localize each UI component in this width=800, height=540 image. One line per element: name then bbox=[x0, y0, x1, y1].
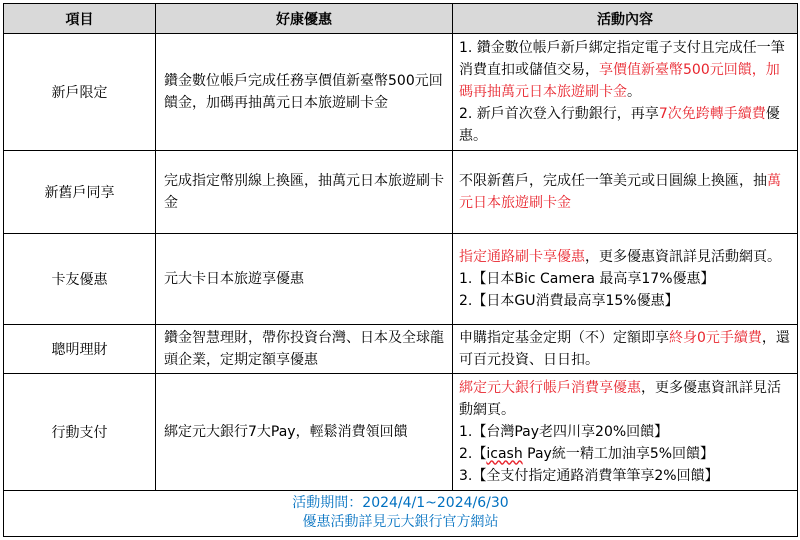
detail-text: 2.【 bbox=[459, 445, 487, 462]
row-offer: 元大卡日本旅遊享優惠 bbox=[156, 234, 453, 324]
detail-highlight: 享價值新臺幣500元回饋，加碼再抽萬元日本旅遊刷卡金 bbox=[459, 62, 780, 101]
detail-text: 2. 新戶首次登入行動銀行，再享 bbox=[459, 106, 659, 123]
detail-list-item: 1.【台灣Pay老四川享20%回饋】 bbox=[459, 423, 669, 440]
row-item: 新舊戶同享 bbox=[4, 151, 156, 234]
row-offer: 完成指定幣別線上換匯，抽萬元日本旅遊刷卡金 bbox=[156, 151, 453, 234]
row-item: 新戶限定 bbox=[4, 34, 156, 151]
footer-cell bbox=[4, 490, 798, 536]
footer-row bbox=[4, 490, 798, 536]
campaign-note: 優惠活動詳見元大銀行官方網站 bbox=[302, 514, 499, 531]
detail-highlight: 綁定元大銀行帳戶消費享優惠 bbox=[459, 379, 641, 396]
detail-highlight: 指定通路刷卡享優惠 bbox=[459, 248, 585, 265]
row-offer: 綁定元大銀行7大Pay，輕鬆消費領回饋 bbox=[156, 373, 453, 490]
row-detail bbox=[453, 324, 798, 373]
row-detail bbox=[453, 34, 798, 151]
row-detail bbox=[453, 373, 798, 490]
promotion-table bbox=[3, 3, 798, 537]
detail-text: 。 bbox=[627, 84, 641, 101]
row-detail bbox=[453, 234, 798, 324]
detail-list-item bbox=[459, 443, 791, 465]
campaign-period: 活動期間：2024/4/1~2024/6/30 bbox=[292, 495, 509, 512]
detail-text: 優惠。 bbox=[459, 106, 780, 145]
header-detail: 活動內容 bbox=[453, 4, 798, 34]
table-row bbox=[4, 151, 798, 234]
detail-text: Pay統一精工加油享5%回饋】 bbox=[522, 445, 715, 462]
row-offer: 鑽金智慧理財，帶你投資台灣、日本及全球龍頭企業，定期定額享優惠 bbox=[156, 324, 453, 373]
detail-text: 申購指定基金定期（不）定額即享 bbox=[459, 329, 669, 346]
table-row bbox=[4, 234, 798, 324]
header-row bbox=[4, 4, 798, 34]
detail-list-item: 1.【日本Bic Camera 最高享17%優惠】 bbox=[459, 270, 715, 287]
row-item: 聰明理財 bbox=[4, 324, 156, 373]
detail-text: ，更多優惠資訊詳見活動網頁。 bbox=[585, 248, 781, 265]
table-row bbox=[4, 324, 798, 373]
detail-list-item: 3.【全支付指定通路消費筆筆享2%回饋】 bbox=[459, 467, 719, 484]
detail-highlight: 終身0元手續費 bbox=[669, 329, 762, 346]
row-detail bbox=[453, 151, 798, 234]
detail-text: ，更多優惠資訊詳見活動網頁。 bbox=[459, 379, 781, 418]
table-row bbox=[4, 373, 798, 490]
detail-text: ，還可百元投資、日日扣。 bbox=[459, 329, 790, 368]
header-item: 項目 bbox=[4, 4, 156, 34]
detail-text: 不限新舊戶，完成任一筆美元或日圓線上換匯，抽 bbox=[459, 173, 767, 190]
row-item: 卡友優惠 bbox=[4, 234, 156, 324]
detail-list-item: 2.【日本GU消費最高享15%優惠】 bbox=[459, 292, 679, 309]
detail-text: 1. 鑽金數位帳戶新戶綁定指定電子支付且完成任一筆消費直扣或儲值交易， bbox=[459, 40, 785, 79]
detail-highlight: 萬元日本旅遊刷卡金 bbox=[459, 173, 781, 212]
row-item: 行動支付 bbox=[4, 373, 156, 490]
header-offer: 好康優惠 bbox=[156, 4, 453, 34]
row-offer: 鑽金數位帳戶完成任務享價值新臺幣500元回饋金，加碼再抽萬元日本旅遊刷卡金 bbox=[156, 34, 453, 151]
detail-spellcheck-word: icash bbox=[486, 445, 523, 462]
table-row bbox=[4, 34, 798, 151]
detail-highlight: 7次免跨轉手續費 bbox=[658, 106, 766, 123]
